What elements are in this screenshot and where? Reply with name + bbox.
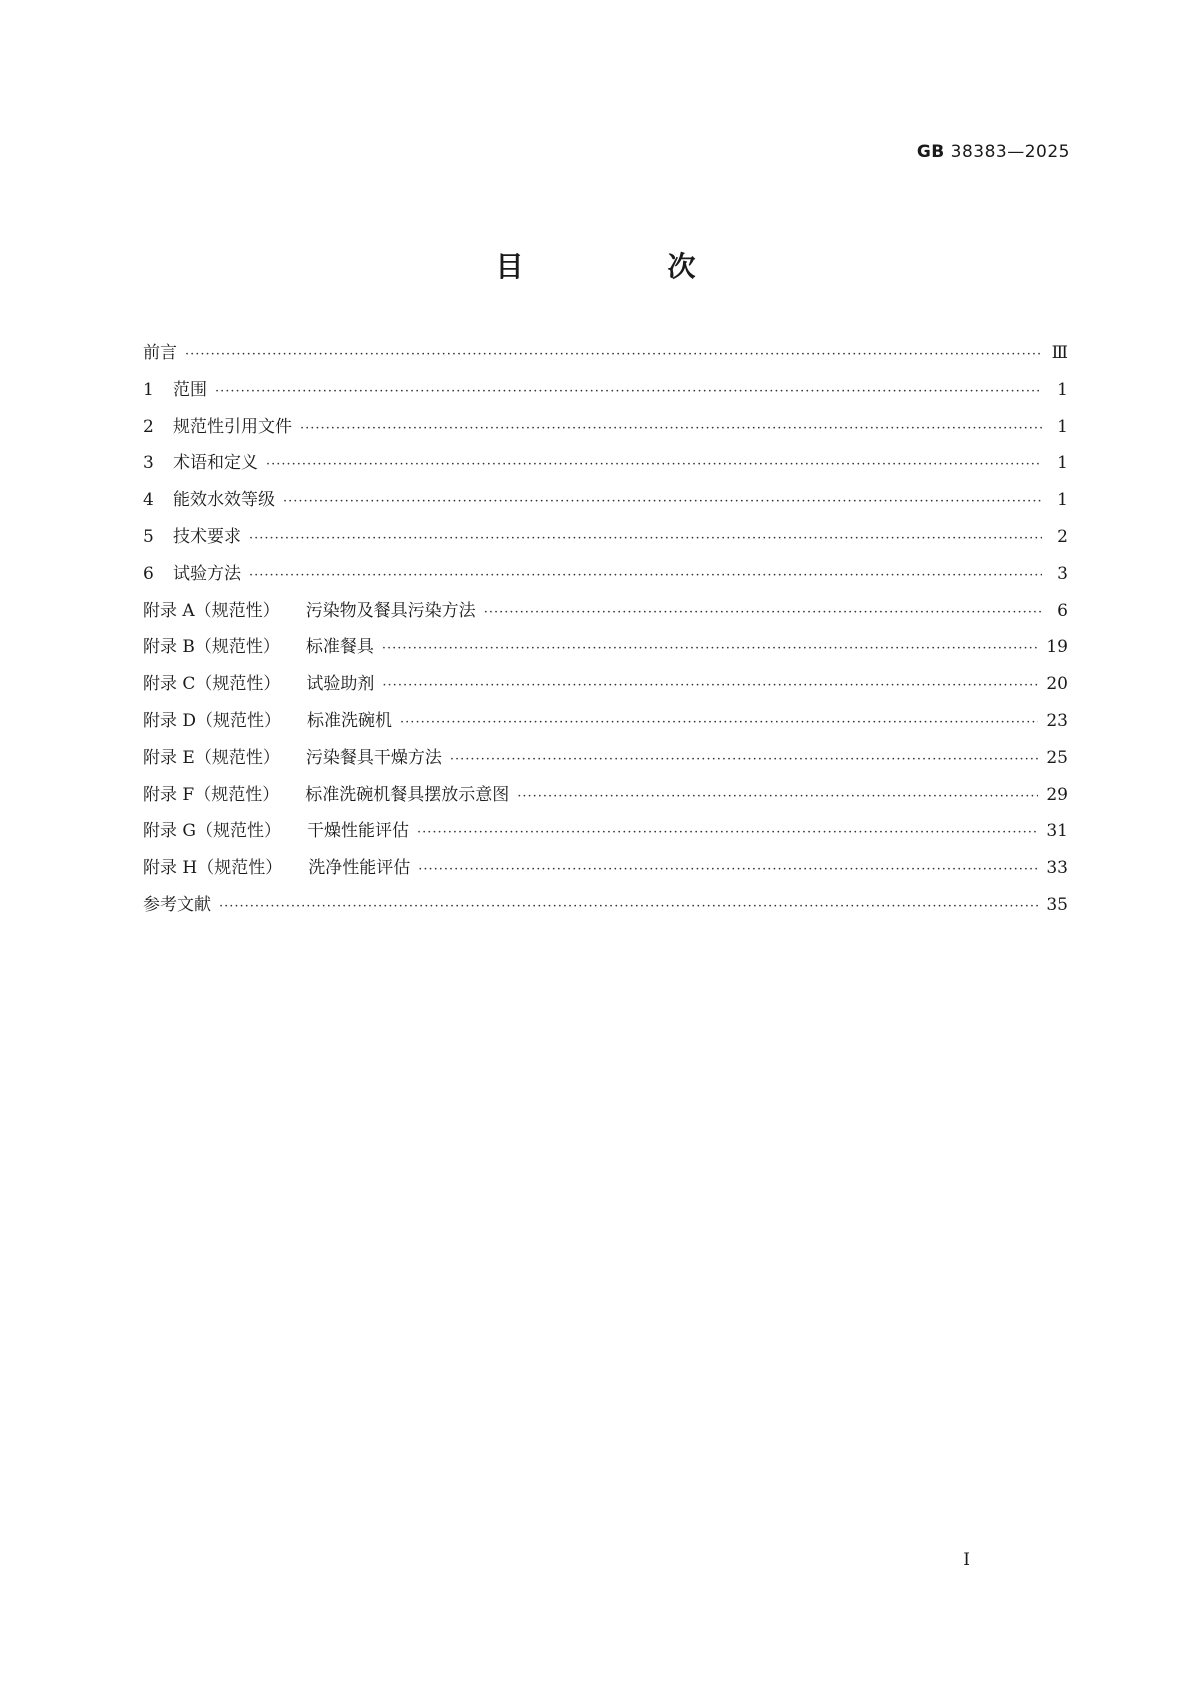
- toc-dot-leader: [185, 347, 1042, 362]
- toc-entry[interactable]: [143, 338, 1068, 375]
- toc-entry-subtitle: 标准餐具: [305, 637, 374, 658]
- toc-entry-subtitle: 洗净性能评估: [308, 858, 411, 879]
- toc-entry[interactable]: [143, 632, 1068, 669]
- standard-prefix: GB: [916, 142, 945, 162]
- toc-entry[interactable]: [143, 816, 1068, 853]
- toc-entry-number: 1: [143, 379, 154, 400]
- toc-entry-label: 前言: [143, 343, 177, 363]
- toc-entry-page: 2: [1057, 526, 1068, 547]
- toc-entry-label: 参考文献: [143, 894, 211, 915]
- toc-dot-leader: [382, 641, 1038, 656]
- toc-entry-number: 4: [143, 490, 154, 511]
- toc-dot-leader: [266, 457, 1042, 472]
- toc-entry-subtitle: 试验助剂: [306, 674, 375, 695]
- toc-entry-label: 附录 F（规范性）: [143, 784, 280, 805]
- toc-dot-leader: [450, 752, 1039, 767]
- toc-entry-number: 3: [143, 453, 154, 474]
- toc-dot-leader: [517, 789, 1038, 804]
- toc-entry-page: 1: [1057, 416, 1068, 437]
- toc-entry-subtitle: 污染餐具干燥方法: [305, 747, 442, 768]
- toc-entry-subtitle: 标准洗碗机餐具摆放示意图: [305, 784, 510, 805]
- table-of-contents: [143, 338, 1068, 927]
- toc-entry-number: 2: [143, 416, 154, 437]
- toc-entry[interactable]: [143, 853, 1068, 890]
- toc-entry[interactable]: [143, 780, 1068, 817]
- toc-dot-leader: [484, 605, 1042, 620]
- toc-entry-label: 附录 D（规范性）: [143, 710, 282, 731]
- toc-dot-leader: [400, 715, 1038, 730]
- toc-entry-label: 规范性引用文件: [173, 416, 292, 437]
- toc-entry-label: 附录 C（规范性）: [143, 674, 281, 695]
- toc-entry-page: 29: [1046, 784, 1068, 805]
- toc-entry-subtitle: 标准洗碗机: [307, 710, 393, 731]
- toc-entry-page: Ⅲ: [1051, 343, 1068, 363]
- toc-entry-page: 19: [1046, 637, 1068, 658]
- toc-dot-leader: [300, 421, 1042, 436]
- toc-entry-label: 范围: [173, 379, 207, 400]
- toc-entry[interactable]: [143, 743, 1068, 780]
- toc-entry-number: 5: [143, 526, 154, 547]
- toc-entry-page: 23: [1046, 710, 1068, 731]
- toc-entry-page: 3: [1057, 563, 1068, 584]
- standard-code: 38383—2025: [950, 142, 1070, 162]
- toc-entry-label: 附录 H（规范性）: [143, 858, 283, 879]
- toc-entry-page: 25: [1046, 747, 1068, 768]
- toc-dot-leader: [283, 494, 1042, 509]
- toc-entry-page: 20: [1046, 674, 1068, 695]
- toc-dot-leader: [417, 825, 1038, 840]
- toc-entry-page: 33: [1046, 858, 1068, 879]
- toc-entry-label: 附录 A（规范性）: [143, 600, 280, 621]
- toc-entry-label: 试验方法: [173, 563, 241, 584]
- toc-entry[interactable]: [143, 669, 1068, 706]
- toc-entry-page: 1: [1057, 379, 1068, 400]
- toc-entry[interactable]: [143, 375, 1068, 412]
- standard-number: [917, 142, 1070, 162]
- toc-entry-page: 1: [1057, 490, 1068, 511]
- toc-entry-number: 6: [143, 563, 154, 584]
- toc-entry-subtitle: 污染物及餐具污染方法: [305, 600, 476, 621]
- toc-dot-leader: [215, 384, 1042, 399]
- toc-entry[interactable]: [143, 448, 1068, 485]
- toc-dot-leader: [382, 678, 1038, 693]
- toc-dot-leader: [219, 899, 1038, 914]
- toc-entry[interactable]: [143, 522, 1068, 559]
- toc-entry-label: 附录 B（规范性）: [143, 637, 280, 658]
- toc-entry-page: 31: [1046, 821, 1068, 842]
- toc-entry[interactable]: [143, 890, 1068, 927]
- toc-entry-label: 能效水效等级: [173, 490, 275, 511]
- toc-dot-leader: [418, 862, 1038, 877]
- toc-entry[interactable]: [143, 412, 1068, 449]
- toc-entry-page: 35: [1046, 894, 1068, 915]
- toc-title: 目 次: [495, 250, 754, 283]
- toc-entry[interactable]: [143, 596, 1068, 633]
- toc-entry-label: 附录 G（规范性）: [143, 821, 281, 842]
- toc-entry-page: 1: [1057, 453, 1068, 474]
- toc-entry-label: 技术要求: [173, 526, 241, 547]
- toc-entry[interactable]: [143, 559, 1068, 596]
- toc-entry[interactable]: [143, 706, 1068, 743]
- toc-entry-label: 术语和定义: [173, 453, 258, 474]
- toc-entry-subtitle: 干燥性能评估: [306, 821, 409, 842]
- toc-entry-label: 附录 E（规范性）: [143, 747, 280, 768]
- toc-entry[interactable]: [143, 485, 1068, 522]
- page-folio: I: [963, 1550, 970, 1570]
- toc-dot-leader: [249, 531, 1042, 546]
- toc-dot-leader: [249, 568, 1042, 583]
- toc-entry-page: 6: [1057, 600, 1068, 621]
